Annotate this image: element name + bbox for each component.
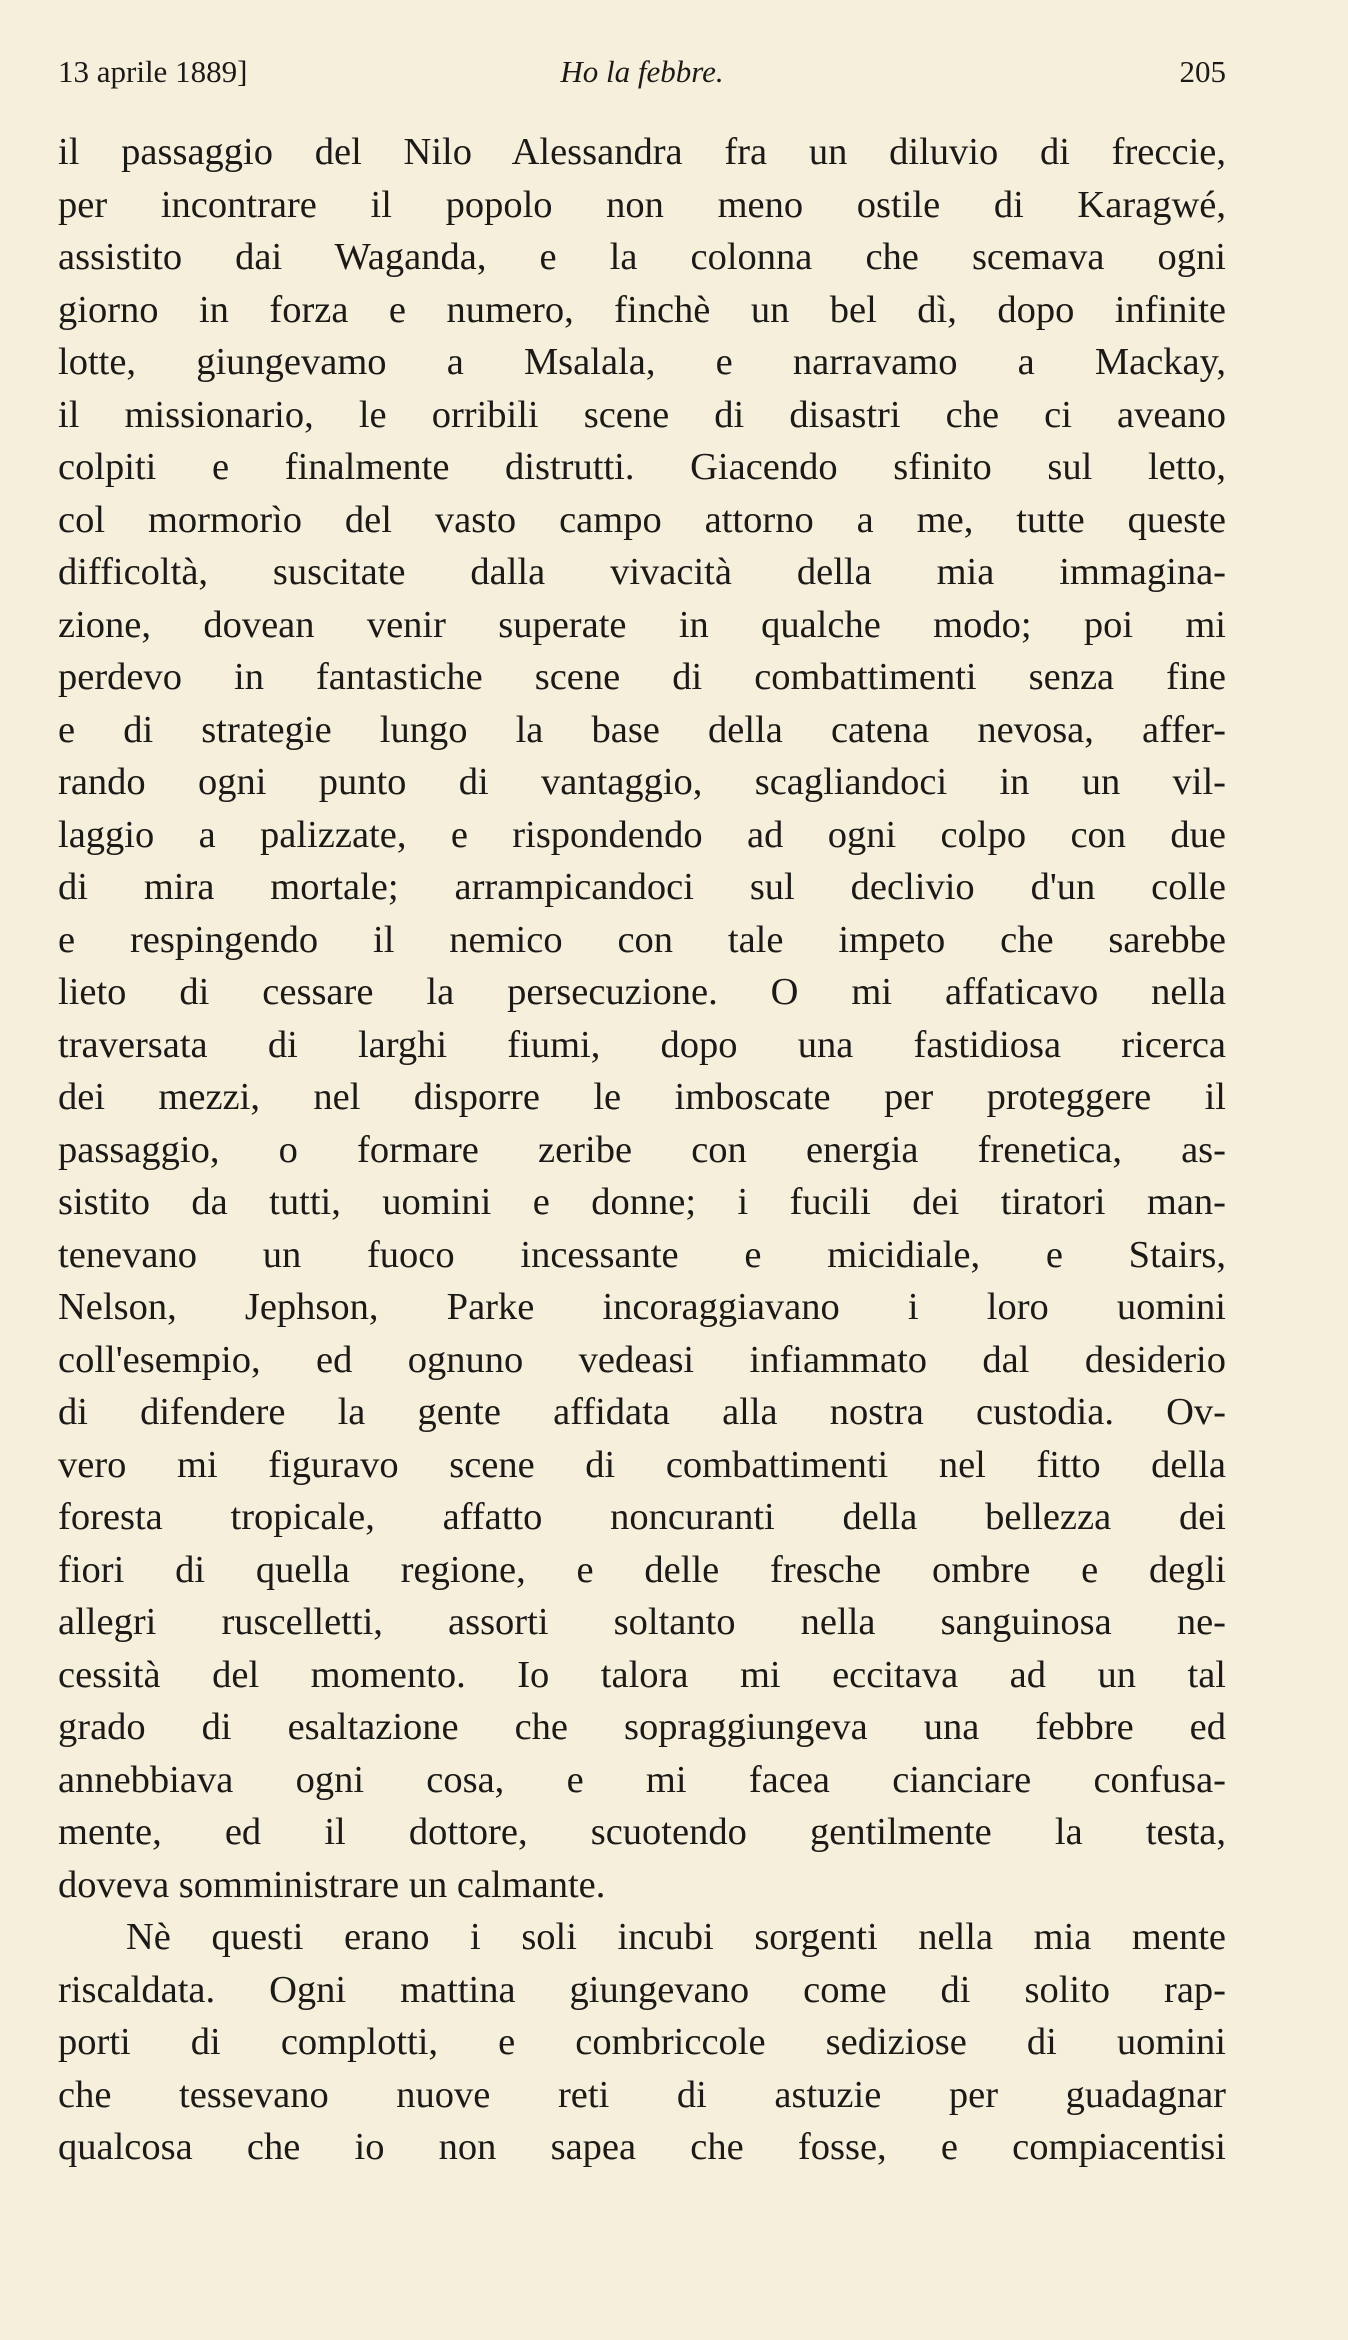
text-line: il missionario, le orribili scene di disastri che ci aveano — [58, 393, 1226, 436]
text-line: laggio a palizzate, e rispondendo ad ogni colpo con due — [58, 813, 1226, 856]
header-date: 13 aprile 1889] — [58, 54, 248, 89]
text-line: dei mezzi, nel disporre le imboscate per proteggere il — [58, 1076, 1226, 1118]
text-line: lieto di cessare la persecuzione. O mi affaticavo nella — [58, 971, 1226, 1013]
text-line: porti di complotti, e combriccole sediziose di uomini — [58, 2021, 1226, 2063]
text-line: allegri ruscelletti, assorti soltanto nella sanguinosa ne- — [58, 1601, 1226, 1643]
text-line: e respingendo il nemico con tale impeto che sarebbe — [58, 918, 1226, 961]
running-head — [58, 52, 1226, 92]
text-line: per incontrare il popolo non meno ostile di Karagwé, — [58, 183, 1226, 226]
text-line: lotte, giungevamo a Msalala, e narravamo a Mackay, — [58, 341, 1226, 383]
page-number: 205 — [1179, 54, 1226, 89]
text-line: mente, ed il dottore, scuotendo gentilmente la testa, — [58, 1811, 1226, 1853]
text-line: il passaggio del Nilo Alessandra fra un diluvio di freccie, — [58, 131, 1226, 173]
text-line: traversata di larghi fiumi, dopo una fastidiosa ricerca — [58, 1023, 1226, 1066]
text-line: col mormorìo del vasto campo attorno a me, tutte queste — [58, 498, 1226, 541]
text-line: cessità del momento. Io talora mi eccitava ad un tal — [58, 1653, 1226, 1696]
text-line: fiori di quella regione, e delle fresche ombre e degli — [58, 1548, 1226, 1591]
text-line: qualcosa che io non sapea che fosse, e compiacentisi — [58, 2126, 1226, 2168]
text-line: zione, dovean venir superate in qualche modo; poi mi — [58, 603, 1226, 646]
text-line: difficoltà, suscitate dalla vivacità della mia immagina- — [58, 551, 1226, 593]
text-line: doveva somministrare un calmante. — [58, 1863, 606, 1906]
text-line: Nelson, Jephson, Parke incoraggiavano i loro uomini — [58, 1286, 1226, 1328]
text-line: vero mi figuravo scene di combattimenti nel fitto della — [58, 1443, 1226, 1486]
text-line: perdevo in fantastiche scene di combattimenti senza fine — [58, 656, 1226, 698]
header-title: Ho la febbre. — [560, 54, 724, 89]
text-line: giorno in forza e numero, finchè un bel dì, dopo infinite — [58, 288, 1226, 331]
text-line: che tessevano nuove reti di astuzie per guadagnar — [58, 2073, 1226, 2116]
text-line: di difendere la gente affidata alla nostra custodia. Ov- — [58, 1391, 1226, 1433]
text-line: tenevano un fuoco incessante e micidiale, e Stairs, — [58, 1233, 1226, 1276]
text-line: assistito dai Waganda, e la colonna che scemava ogni — [58, 236, 1226, 278]
text-line: annebbiava ogni cosa, e mi facea cianciare confusa- — [58, 1758, 1226, 1801]
text-line: di mira mortale; arrampicandoci sul declivio d'un colle — [58, 866, 1226, 908]
text-line: sistito da tutti, uomini e donne; i fucili dei tiratori man- — [58, 1181, 1226, 1223]
text-line: foresta tropicale, affatto noncuranti della bellezza dei — [58, 1496, 1226, 1538]
text-line: e di strategie lungo la base della catena nevosa, affer- — [58, 708, 1226, 751]
text-line: rando ogni punto di vantaggio, scagliandoci in un vil- — [58, 761, 1226, 803]
text-line: colpiti e finalmente distrutti. Giacendo sfinito sul letto, — [58, 446, 1226, 488]
text-line: riscaldata. Ogni mattina giungevano come di solito rap- — [58, 1968, 1226, 2011]
text-line: coll'esempio, ed ognuno vedeasi infiammato dal desiderio — [58, 1338, 1226, 1381]
text-line: Nè questi erano i soli incubi sorgenti nella mia mente — [126, 1916, 1226, 1958]
text-line: passaggio, o formare zeribe con energia frenetica, as- — [58, 1128, 1226, 1171]
text-line: grado di esaltazione che sopraggiungeva una febbre ed — [58, 1706, 1226, 1748]
body-text — [58, 126, 1226, 2174]
